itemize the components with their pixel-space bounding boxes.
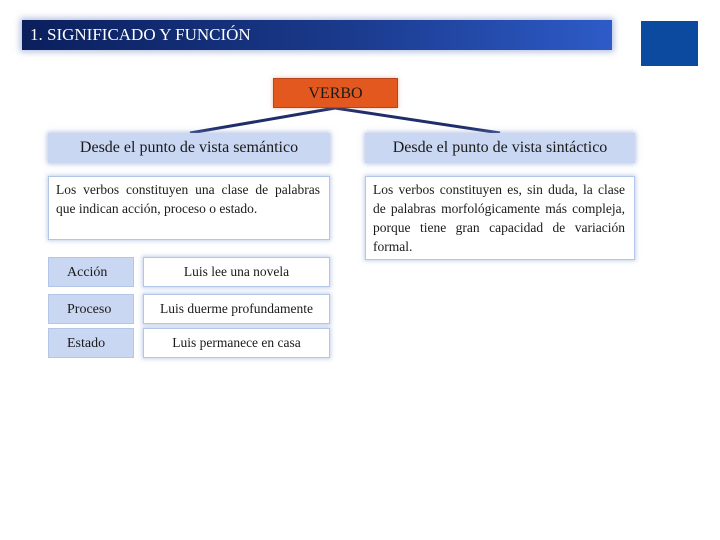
syntactic-description: Los verbos constituyen es, sin duda, la clase de palabras morfológicamente más compleja, porque tiene gran capacidad de variación formal. [365,176,635,260]
row-example-proceso: Luis duerme profundamente [143,294,330,324]
connector-left [190,108,335,133]
root-node-verbo: VERBO [273,78,398,108]
slide-title: 1. SIGNIFICADO Y FUNCIÓN [22,20,612,50]
connector-right [335,108,500,133]
row-label-proceso: Proceso [48,294,134,324]
row-label-accion: Acción [48,257,134,287]
row-example-accion: Luis lee una novela [143,257,330,287]
row-example-estado: Luis permanece en casa [143,328,330,358]
syntactic-header: Desde el punto de vista sintáctico [365,133,635,163]
row-label-estado: Estado [48,328,134,358]
semantic-description: Los verbos constituyen una clase de palabras que indican acción, proceso o estado. [48,176,330,240]
semantic-header: Desde el punto de vista semántico [48,133,330,163]
